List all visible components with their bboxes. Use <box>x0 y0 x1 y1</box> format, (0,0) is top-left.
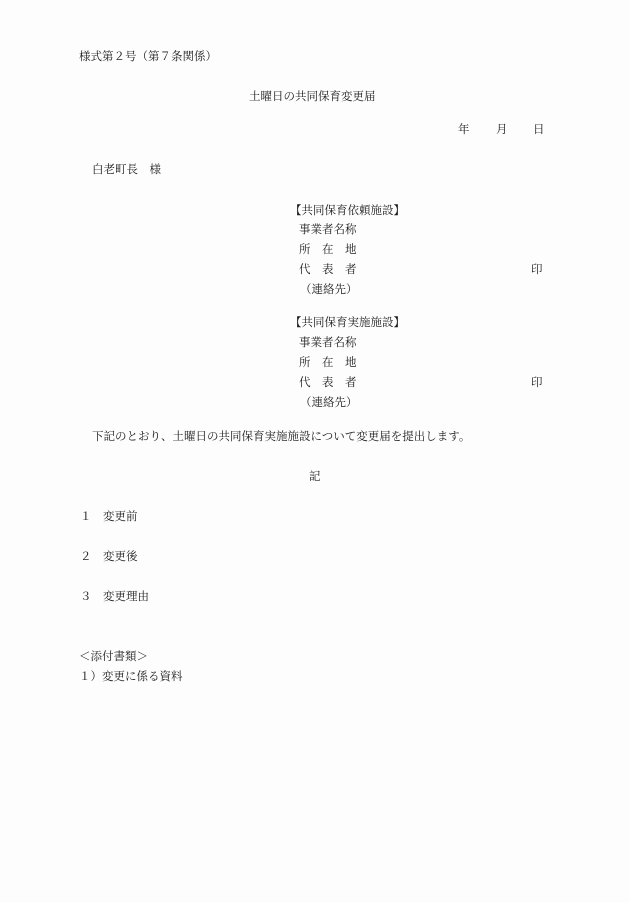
implementing-business-name-label: 事業者名称 <box>299 335 357 349</box>
date-year-label: 年 <box>458 122 470 136</box>
implementing-location-label: 所 在 地 <box>299 355 357 369</box>
form-number: 様式第２号（第７条関係） <box>79 49 217 63</box>
date-month-label: 月 <box>496 122 508 136</box>
addressee: 白老町長 様 <box>92 162 161 176</box>
requesting-location-label: 所 在 地 <box>299 242 357 256</box>
requesting-facility-heading: 【共同保育依頼施設】 <box>290 203 405 217</box>
requesting-representative-label: 代 表 者 <box>299 262 357 276</box>
item-label-before-change: 変更前 <box>103 509 138 523</box>
implementing-facility-heading: 【共同保育実施施設】 <box>290 315 405 329</box>
ki-heading: 記 <box>309 469 321 483</box>
implementing-contact-label: （連絡先） <box>300 395 358 409</box>
date-day-label: 日 <box>533 122 545 136</box>
implementing-seal-mark: 印 <box>531 375 543 389</box>
item-label-change-reason: 変更理由 <box>103 589 149 603</box>
body-paragraph: 下記のとおり、土曜日の共同保育実施施設について変更届を提出します。 <box>92 429 471 443</box>
requesting-seal-mark: 印 <box>531 262 543 276</box>
item-number: １ <box>80 509 92 523</box>
attachment-item: １）変更に係る資料 <box>79 669 183 683</box>
attachments-heading: ＜添付書類＞ <box>79 649 148 663</box>
requesting-contact-label: （連絡先） <box>300 282 358 296</box>
item-number: ２ <box>80 549 92 563</box>
requesting-business-name-label: 事業者名称 <box>299 222 357 236</box>
item-label-after-change: 変更後 <box>103 549 138 563</box>
document-title: 土曜日の共同保育変更届 <box>249 89 376 103</box>
item-number: ３ <box>80 589 92 603</box>
implementing-representative-label: 代 表 者 <box>299 375 357 389</box>
